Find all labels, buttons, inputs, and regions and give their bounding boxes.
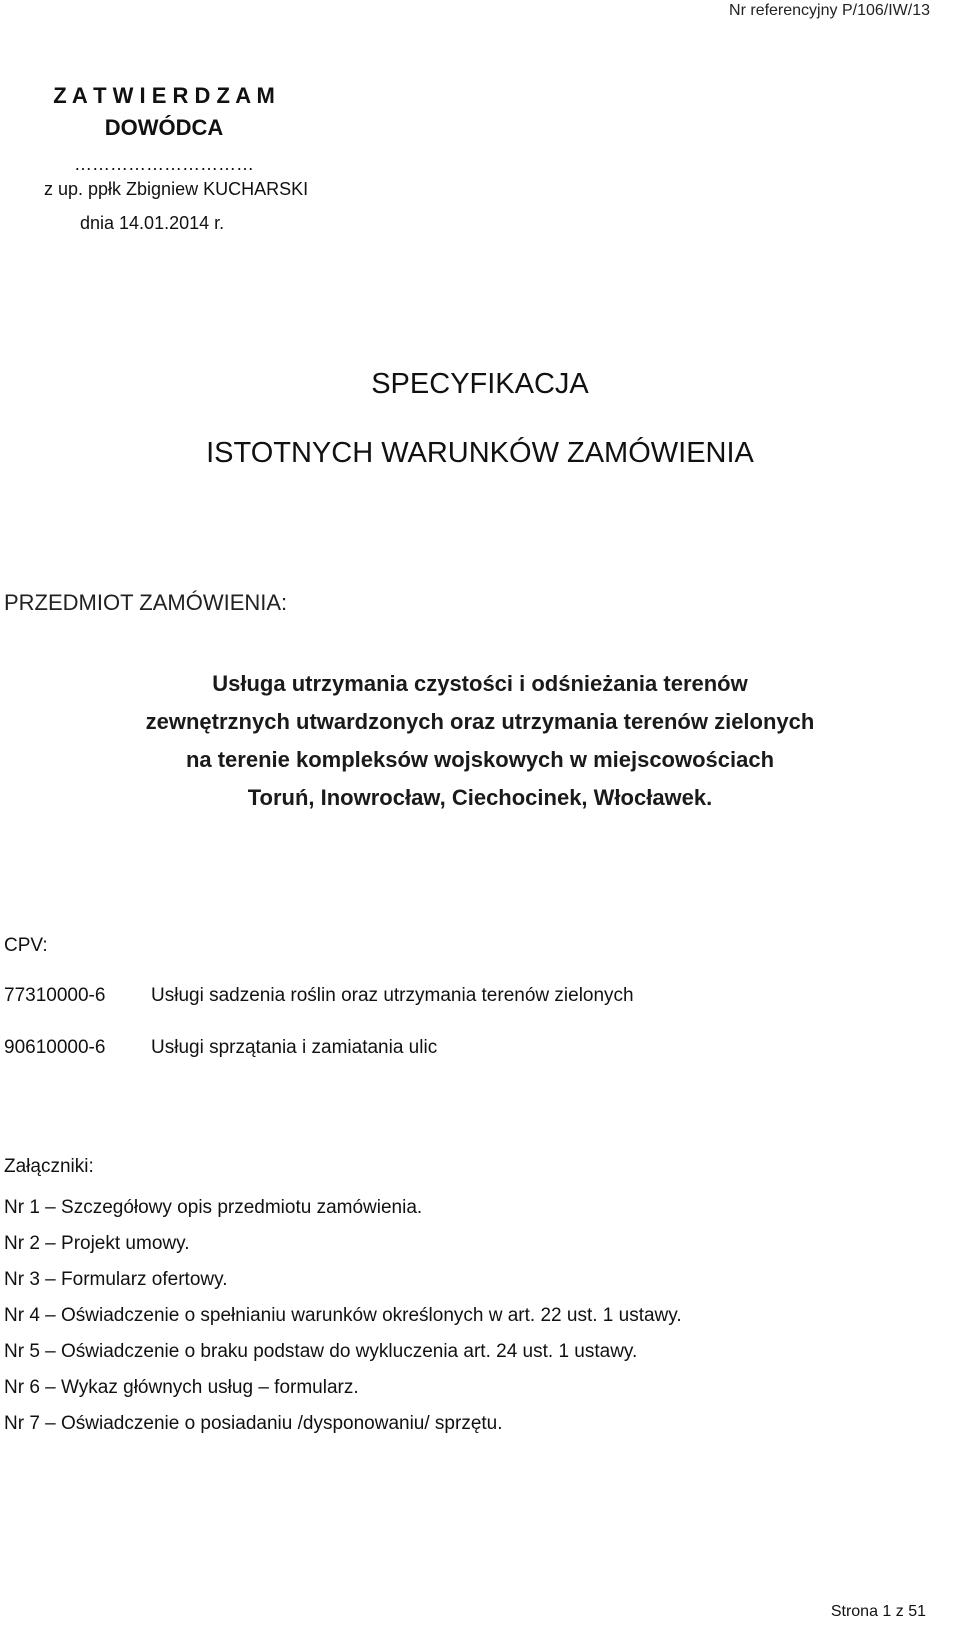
cpv-row [4, 985, 634, 1007]
subject-line: Usługa utrzymania czystości i odśnieżania terenów [212, 671, 748, 696]
subject-description [40, 665, 920, 817]
attachment-item: Nr 5 – Oświadczenie o braku podstaw do wykluczenia art. 24 ust. 1 ustawy. [4, 1341, 638, 1362]
approval-block [44, 80, 309, 235]
cpv-row [4, 1037, 437, 1059]
approval-heading: Z A T W I E R D Z A M [53, 83, 275, 108]
attachment-item: Nr 3 – Formularz ofertowy. [4, 1269, 228, 1290]
signer-name: z up. ppłk Zbigniew KUCHARSKI [44, 179, 309, 199]
attachment-item: Nr 7 – Oświadczenie o posiadaniu /dysponowaniu/ sprzętu. [4, 1413, 503, 1434]
cpv-description: Usługi sprzątania i zamiatania ulic [151, 1037, 438, 1058]
attachment-item: Nr 1 – Szczegółowy opis przedmiotu zamówienia. [4, 1197, 423, 1218]
attachment-item: Nr 2 – Projekt umowy. [4, 1233, 190, 1254]
subject-label: PRZEDMIOT ZAMÓWIENIA: [4, 590, 288, 615]
signature-line: ………………………… [74, 154, 254, 174]
subject-line: Toruń, Inowrocław, Ciechocinek, Włocławek. [247, 785, 713, 810]
cpv-code: 77310000-6 [4, 985, 106, 1006]
document-subtitle: ISTOTNYCH WARUNKÓW ZAMÓWIENIA [206, 437, 754, 469]
approval-title: DOWÓDCA [104, 115, 224, 140]
cpv-label: CPV: [4, 935, 48, 956]
attachment-item: Nr 4 – Oświadczenie o spełnianiu warunków określonych w art. 22 ust. 1 ustawy. [4, 1305, 682, 1326]
page-number: Strona 1 z 51 [830, 1603, 926, 1620]
attachments-list [4, 1190, 682, 1442]
document-title: SPECYFIKACJA [371, 368, 589, 400]
subject-line: zewnętrznych utwardzonych oraz utrzymania terenów zielonych [145, 709, 815, 734]
approval-date: dnia 14.01.2014 r. [80, 213, 225, 233]
subject-line: na terenie kompleksów wojskowych w miejscowościach [185, 747, 775, 772]
cpv-description: Usługi sadzenia roślin oraz utrzymania terenów zielonych [151, 985, 634, 1006]
reference-number: Nr referencyjny P/106/IW/13 [729, 2, 930, 19]
attachments-label: Załączniki: [4, 1156, 94, 1177]
cpv-code: 90610000-6 [4, 1037, 106, 1058]
attachment-item: Nr 6 – Wykaz głównych usług – formularz. [4, 1377, 359, 1398]
